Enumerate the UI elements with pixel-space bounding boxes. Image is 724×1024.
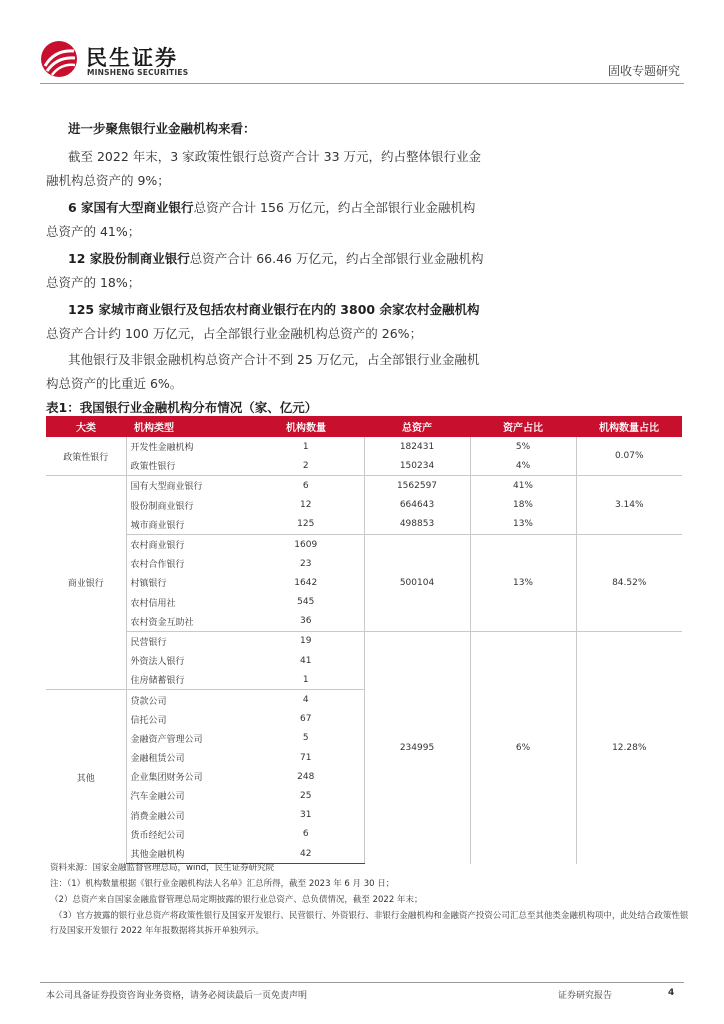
page-number: 4: [668, 988, 675, 998]
institution-name: 农村资金互助社: [126, 612, 248, 632]
count-share-cell: 84.52%: [576, 534, 682, 631]
institution-name: 企业集团财务公司: [126, 767, 248, 786]
footnote-2: （2）总资产来自国家金融监督管理总局定期披露的银行业总资产、总负债情况，截至 2022 年末；: [50, 895, 423, 905]
company-logo: [40, 40, 189, 80]
footer-report-type: 证券研究报告: [558, 991, 613, 1001]
institution-asset-share: 4%: [470, 456, 576, 476]
institution-name: 信托公司: [126, 710, 248, 729]
institution-count: 42: [248, 844, 364, 864]
institution-name: 住房储蓄银行: [126, 670, 248, 690]
count-share-cell: 3.14%: [576, 476, 682, 535]
institution-name: 政策性银行: [126, 456, 248, 476]
merged-asset-share-cell: 6%: [470, 631, 576, 863]
institution-count: 36: [248, 612, 364, 632]
institution-name: 金融资产管理公司: [126, 729, 248, 748]
institution-asset-share: 18%: [470, 496, 576, 515]
institution-name: 股份制商业银行: [126, 496, 248, 515]
category-cell: 其他: [46, 690, 126, 864]
institution-count: 248: [248, 767, 364, 786]
institution-count: 5: [248, 729, 364, 748]
institution-count: 6: [248, 825, 364, 844]
paragraph-text: 总资产合计 156 万亿元，约占全部银行业金融机构总资产的 41%；: [46, 200, 476, 239]
institution-count: 12: [248, 496, 364, 515]
institution-asset-share: 13%: [470, 515, 576, 535]
institution-name: 贷款公司: [126, 690, 248, 710]
institution-name: 外资法人银行: [126, 651, 248, 670]
footnote-3: （3）官方披露的银行业总资产将政策性银行及国家开发银行、民营银行、外资银行、非银行金融机构和金融资产投资公司汇总至其他类金融机构项中，此处结合政策性银行及国家开发银行 2022 年年报数据将其拆开单独列示。: [50, 911, 689, 936]
header-count: 机构数量: [248, 416, 364, 437]
institution-assets: 498853: [364, 515, 470, 535]
paragraph-state-banks: [46, 196, 486, 244]
merged-asset-share-cell: 13%: [470, 534, 576, 631]
paragraph-joint-stock-banks: [46, 247, 486, 295]
institution-count: 1609: [248, 534, 364, 554]
header-asset-share: 资产占比: [470, 416, 576, 437]
table-caption: 表1：我国银行业金融机构分布情况（家、亿元）: [46, 400, 318, 415]
header-total-assets: 总资产: [364, 416, 470, 437]
institution-name: 其他金融机构: [126, 844, 248, 864]
table-row: [46, 534, 682, 554]
table-row: [46, 631, 682, 651]
institution-count: 125: [248, 515, 364, 535]
logo-chinese-name: 民生证券: [86, 46, 178, 70]
header-divider: [40, 83, 684, 84]
paragraph-emphasis: 12 家股份制商业银行: [68, 251, 190, 266]
institution-name: 农村信用社: [126, 593, 248, 612]
institution-count: 545: [248, 593, 364, 612]
merged-assets-cell: 500104: [364, 534, 470, 631]
institution-count: 71: [248, 748, 364, 767]
paragraph-emphasis: 6 家国有大型商业银行: [68, 200, 194, 215]
category-cell: 政策性银行: [63, 452, 109, 463]
institution-count: 1: [248, 437, 364, 456]
source-note: 资料来源：国家金融监督管理总局，wind，民生证券研究院: [50, 863, 275, 873]
institution-name: 汽车金融公司: [126, 786, 248, 805]
institution-name: 国有大型商业银行: [126, 476, 248, 496]
institution-count: 23: [248, 554, 364, 573]
institution-count: 1: [248, 670, 364, 690]
paragraph-emphasis: 125 家城市商业银行及包括农村商业银行在内的 3800 余家农村金融机构: [68, 302, 480, 317]
institution-asset-share: 41%: [470, 476, 576, 496]
institution-name: 村镇银行: [126, 573, 248, 592]
institution-count: 67: [248, 710, 364, 729]
institution-count: 6: [248, 476, 364, 496]
institution-count: 41: [248, 651, 364, 670]
count-share-cell: 0.07%: [614, 451, 644, 462]
institution-count: 1642: [248, 573, 364, 592]
institution-name: 城市商业银行: [126, 515, 248, 535]
paragraph-text: 其他银行及非银金融机构总资产合计不到 25 万亿元，占全部银行业金融机构总资产的比重近 6%。: [46, 352, 480, 391]
table-row: [46, 476, 682, 496]
institution-name: 消费金融公司: [126, 806, 248, 825]
table-row: [46, 437, 682, 456]
document-type-label: 固收专题研究: [607, 64, 680, 78]
footer-disclaimer: 本公司具备证券投资咨询业务资格，请务必阅读最后一页免责声明: [46, 991, 308, 1001]
count-share-cell: 12.28%: [576, 631, 682, 863]
logo-english-name: MINSHENG SECURITIES: [87, 68, 189, 77]
institution-name: 农村合作银行: [126, 554, 248, 573]
institution-count: 4: [248, 690, 364, 710]
merged-assets-cell: 234995: [364, 631, 470, 863]
paragraph-text: 截至 2022 年末，3 家政策性银行总资产合计 33 万元，约占整体银行业金融机构总资产的 9%；: [46, 149, 482, 188]
footer-divider: [40, 982, 684, 983]
footnote-1: 注：（1）机构数量根据《银行业金融机构法人名单》汇总所得，截至 2023 年 6 月 30 日；: [50, 879, 395, 889]
institution-asset-share: 5%: [470, 437, 576, 456]
institution-name: 民营银行: [126, 631, 248, 651]
institution-name: 金融租赁公司: [126, 748, 248, 767]
institution-assets: 150234: [364, 456, 470, 476]
paragraph-city-rural-banks: [46, 298, 486, 346]
section-subheading: 进一步聚焦银行业金融机构来看：: [68, 121, 256, 136]
minsheng-logo-icon: [40, 40, 78, 78]
paragraph-policy-banks: [46, 145, 486, 193]
institution-count: 19: [248, 631, 364, 651]
category-cell: 商业银行: [46, 476, 126, 690]
institution-assets: 664643: [364, 496, 470, 515]
paragraph-other-institutions: [46, 348, 486, 396]
institution-count: 2: [248, 456, 364, 476]
paragraph-text: 总资产合计约 100 万亿元，占全部银行业金融机构总资产的 26%；: [46, 326, 423, 341]
header-count-share: 机构数量占比: [576, 416, 682, 437]
institution-name: 货币经纪公司: [126, 825, 248, 844]
institution-count: 25: [248, 786, 364, 805]
institution-assets: 1562597: [364, 476, 470, 496]
institution-count: 31: [248, 806, 364, 825]
institution-assets: 182431: [364, 437, 470, 456]
paragraph-text: 总资产合计 66.46 万亿元，约占全部银行业金融机构总资产的 18%；: [46, 251, 484, 290]
table-header-row: [46, 416, 682, 437]
header-category: 大类: [46, 416, 126, 437]
institution-distribution-table: [46, 416, 682, 864]
institution-name: 农村商业银行: [126, 534, 248, 554]
institution-name: 开发性金融机构: [126, 437, 248, 456]
header-institution-type: 机构类型: [126, 416, 248, 437]
